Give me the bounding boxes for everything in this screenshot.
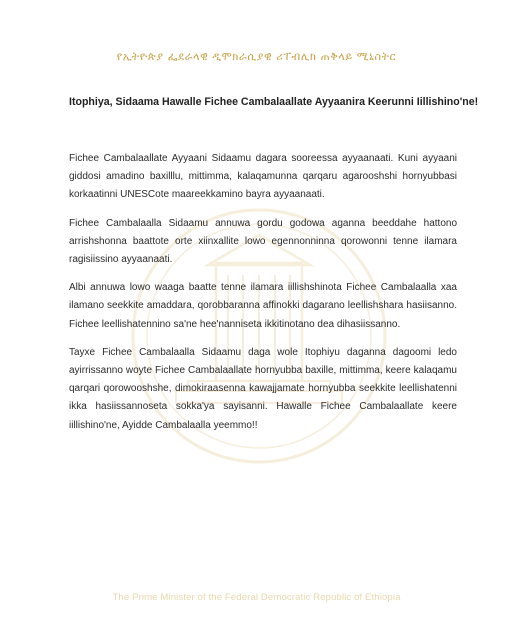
paragraph: Tayxe Fichee Cambalaalla Sidaamu daga wole Itophiyu daganna dagoomi ledo ayirrissanno woyte Fichee Cambalaallate hornyubba baxille, mittimma, keere kalaqamu qarqari qorowooshshe, dimokiraasenna kawajjamate hornyubba seekkite leellishatenni ikka hasiissannoseta sokka'ya sayisanni. Hawalle Fichee Cambalaallate keere iillishino'ne, Ayidde Cambalaalla yeemmo!! <box>69 346 457 431</box>
document-body <box>69 150 457 445</box>
paragraph: Fichee Cambalaallate Ayyaani Sidaamu dagara sooreessa ayyaanaati. Kuni ayyaani giddosi amadino baxilllu, mittimma, kalaqamunna qarqaru agarooshshi hornyubbasi korkaatinni UNESCote maareekkamino bayra ayyaanaati. <box>69 153 457 201</box>
letterhead-footer: The Prime Minister of the Federal Democratic Republic of Ethiopia <box>112 592 401 603</box>
letterhead-amharic: የኢትዮጵያ ፌደራላዊ ዲሞክራሲያዊ ሪፐብሊክ ጠቅላይ ሚኒስትር <box>116 50 397 63</box>
paragraph: Fichee Cambalaalla Sidaamu annuwa gordu godowa aganna beeddahe hattono arrishshonna baattote orte xiinxallite lowo egennonninna qorowonni tenne ilamara ragisiissino ayyaanaati. <box>69 217 457 266</box>
document-title: Itophiya, Sidaama Hawalle Fichee Cambalaallate Ayyaanira Keerunni Iillishino'ne! <box>69 96 479 108</box>
paragraph: Albi annuwa lowo waaga baatte tenne ilamara iillishshinota Fichee Cambalaalla xaa ilamano seekkite amaddara, qorobbaranna affinokki dagarano leellishshara hasiisanno. Fichee leellishatennino sa'ne hee'nanniseta ikkitinotano dea dihasiissanno. <box>69 282 457 330</box>
